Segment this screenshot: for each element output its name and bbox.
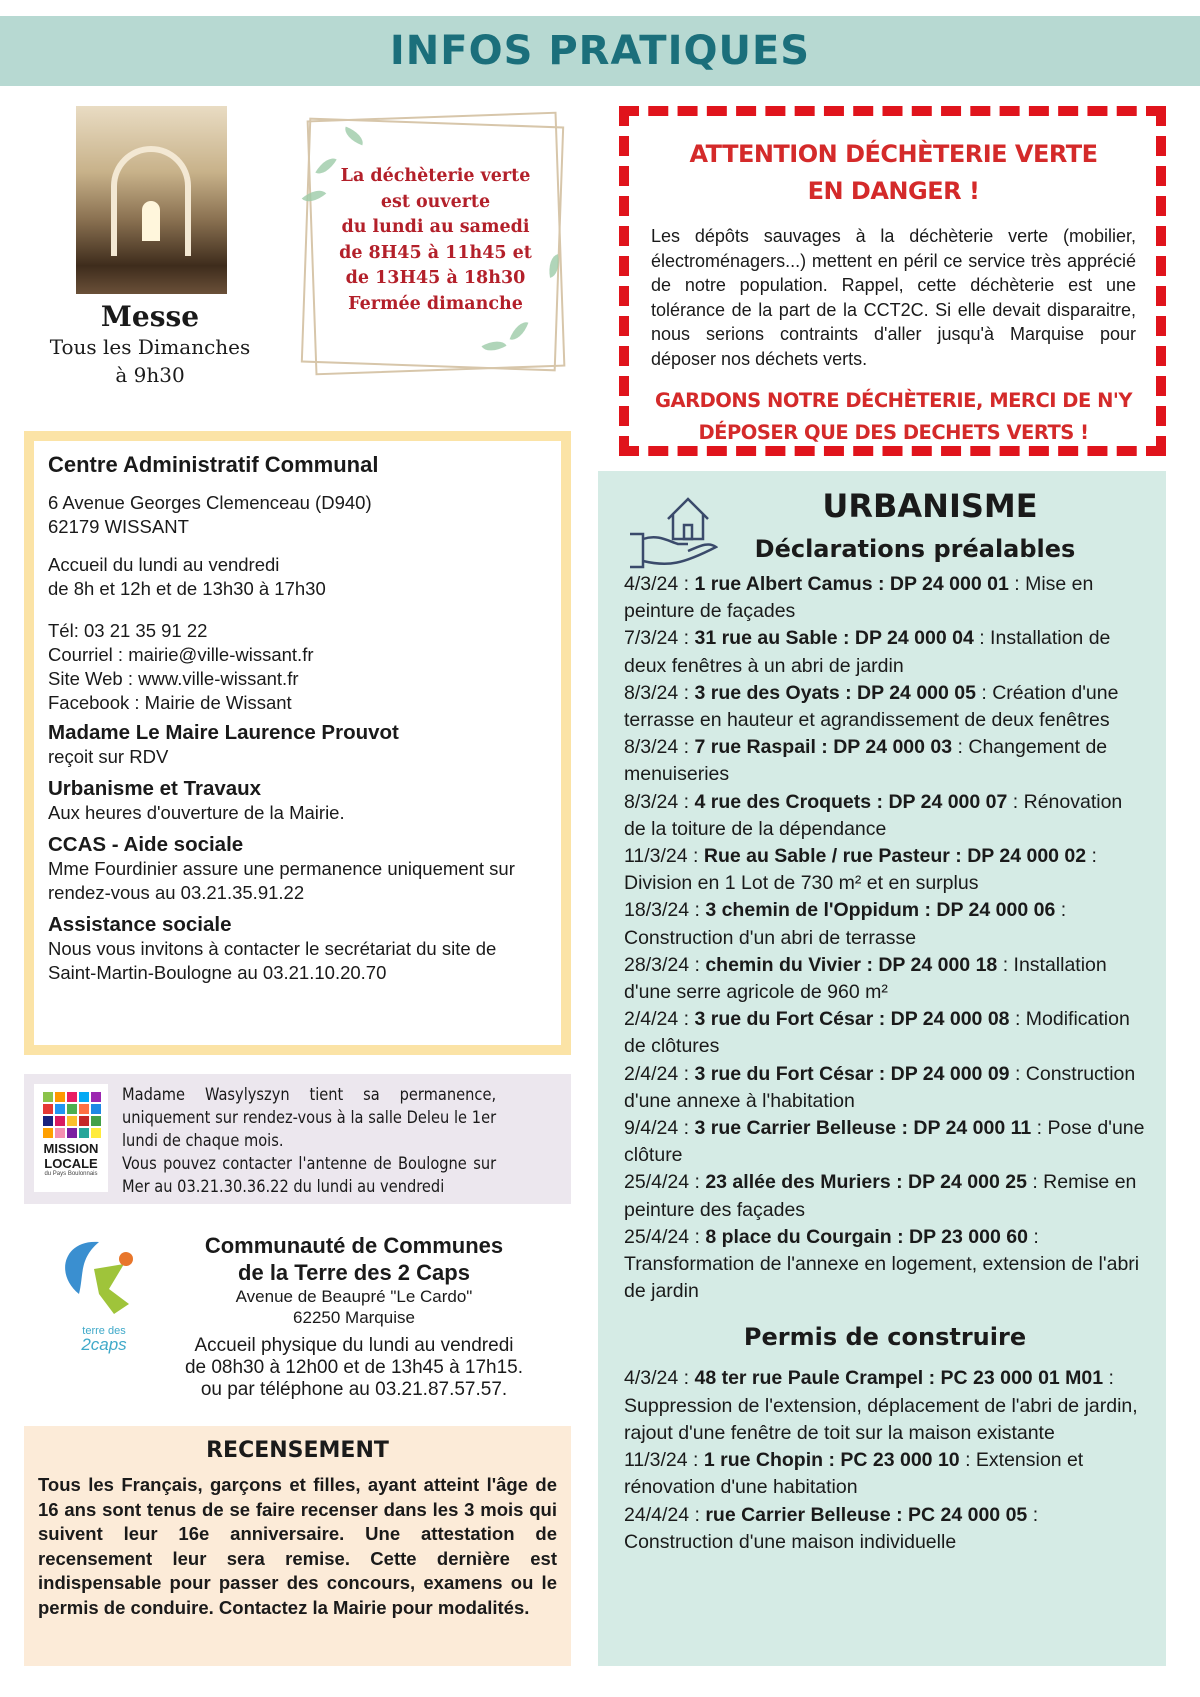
permit-entry	[624, 680, 1146, 734]
attention-box	[619, 106, 1166, 456]
permit-reference: 4 rue des Croquets : DP 24 000 07	[694, 790, 1008, 813]
logo-text: 2caps	[81, 1335, 127, 1354]
permit-date: 8/3/24 :	[624, 790, 690, 813]
admin-hours-2: de 8h et 12h et de 13h30 à 17h30	[48, 578, 326, 599]
permit-date: 7/3/24 :	[624, 627, 690, 650]
permit-reference: 3 rue des Oyats : DP 24 000 05	[694, 681, 976, 704]
recensement-text: Tous les Français, garçons et filles, ayant atteint l'âge de 16 ans sont tenus de se faire recenser dans les 3 mois qui suivent leur 16e anniversaire. Une attestation de recensement leur sera remise. Cette dernière est indispensable pour passer des concours, examens ou le permis de conduire. Contactez la Mairie pour modalités.	[38, 1474, 557, 1618]
permit-description: : Extension et rénovation d'une habitation	[624, 1449, 1084, 1499]
permit-entry	[624, 1061, 1146, 1115]
permit-description: : Suppression de l'extension, déplacement de l'abri de jardin, rajout d'une fenêtre de toit sur la maison existante	[624, 1367, 1138, 1444]
permit-entry	[624, 789, 1146, 843]
permit-reference: 48 ter rue Paule Crampel : PC 23 000 01 M01	[694, 1367, 1104, 1390]
section-text: Aux heures d'ouverture de la Mairie.	[48, 802, 345, 823]
section-title: CCAS - Aide sociale	[48, 833, 244, 856]
permit-entry	[624, 1169, 1146, 1223]
section-title: Assistance sociale	[48, 913, 232, 936]
cc-phone: ou par téléphone au 03.21.87.57.57.	[200, 1379, 508, 1400]
permit-entry	[624, 1224, 1146, 1306]
permit-entry	[624, 1447, 1146, 1501]
cc-name: Communauté de Communes	[204, 1233, 504, 1258]
section-title: Urbanisme et Travaux	[48, 777, 262, 800]
permit-reference: 1 rue Albert Camus : DP 24 000 01	[694, 573, 1009, 595]
cc-address: Avenue de Beaupré "Le Cardo"	[235, 1287, 473, 1306]
permit-reference: 3 rue du Fort César : DP 24 000 09	[694, 1062, 1010, 1085]
decheterie-hours-frame	[303, 110, 568, 378]
section-title: Madame Le Maire Laurence Prouvot	[48, 721, 399, 744]
permit-entry	[624, 1115, 1146, 1169]
permit-date: 8/3/24 :	[624, 736, 690, 759]
communaute-communes-info	[24, 1222, 571, 1412]
permit-date: 2/4/24 :	[624, 1062, 690, 1085]
admin-city: 62179 WISSANT	[48, 516, 189, 537]
permit-description: : Changement de menuiseries	[624, 736, 1108, 786]
permit-date: 25/4/24 :	[624, 1171, 700, 1194]
permit-reference: 31 rue au Sable : DP 24 000 04	[694, 627, 974, 650]
mission-contact: Vous pouvez contacter l'antenne de Boulogne sur Mer au 03.21.30.36.22 du lundi au vendredi	[122, 1154, 497, 1197]
urbanisme-title: URBANISME	[822, 487, 1038, 525]
section-text: Mme Fourdinier assure une permanence uniquement sur rendez-vous au 03.21.35.91.22	[48, 858, 515, 903]
decheterie-line: de 8H45 à 11h45 et	[339, 242, 532, 263]
messe-time: à 9h30	[115, 363, 185, 387]
permit-entry	[624, 625, 1146, 679]
permit-description: : Construction d'une maison individuelle	[624, 1503, 1039, 1553]
permit-reference: chemin du Vivier : DP 24 000 18	[705, 953, 998, 976]
permit-date: 11/3/24 :	[624, 1449, 699, 1472]
mission-locale-logo	[34, 1084, 108, 1192]
urbanisme-box	[598, 471, 1166, 1666]
permit-description: : Modification de clôtures	[624, 1008, 1130, 1058]
permit-reference: 3 chemin de l'Oppidum : DP 24 000 06	[705, 899, 1056, 922]
permit-description: : Division en 1 Lot de 730 m² et en surplus	[624, 845, 1097, 895]
pc-list	[624, 1365, 1146, 1555]
permit-description: : Création d'une terrasse en hauteur et agrandissement de deux fenêtres	[624, 681, 1119, 732]
admin-facebook[interactable]: Facebook : Mairie de Wissant	[48, 692, 292, 713]
permit-description: : Mise en peinture de façades	[624, 573, 1094, 623]
cc-city: 62250 Marquise	[293, 1308, 415, 1327]
logo-subtext: du Pays Boulonnais	[44, 1171, 98, 1177]
attention-title-2: EN DANGER !	[807, 177, 980, 205]
decheterie-line: Fermée dimanche	[348, 293, 523, 314]
permit-date: 28/3/24 :	[624, 953, 700, 976]
attention-footer	[651, 385, 1136, 449]
decheterie-line: est ouverte	[380, 191, 491, 212]
permit-entry	[624, 952, 1146, 1006]
logo-text: MISSION	[43, 1141, 99, 1156]
permit-reference: 3 rue Carrier Belleuse : DP 24 000 11	[694, 1117, 1032, 1140]
section-text: Nous vous invitons à contacter le secrétariat du site de Saint-Martin-Boulogne au 03.21.10.20.70	[48, 938, 497, 983]
mission-text: Madame Wasylyszyn tient sa permanence, uniquement sur rendez-vous à la salle Deleu le 1er lundi de chaque mois.	[122, 1085, 497, 1151]
attention-footer-2: DÉPOSER QUE DES DECHETS VERTS !	[698, 421, 1089, 444]
permit-description: : Pose d'une clôture	[624, 1117, 1145, 1167]
header-banner	[0, 16, 1200, 86]
dp-title: Déclarations préalables	[754, 535, 1076, 563]
permit-entry	[624, 1006, 1146, 1060]
permit-reference: 7 rue Raspail : DP 24 000 03	[694, 736, 953, 759]
permit-entry	[624, 1502, 1146, 1556]
admin-phone: Tél: 03 21 35 91 22	[48, 620, 208, 641]
permit-entry	[624, 897, 1146, 951]
permit-entry	[624, 571, 1146, 625]
logo-text: terre des	[82, 1325, 126, 1337]
permit-date: 4/3/24 :	[624, 1367, 690, 1390]
permit-date: 9/4/24 :	[624, 1117, 690, 1140]
permit-date: 4/3/24 :	[624, 573, 690, 595]
permit-reference: Rue au Sable / rue Pasteur : DP 24 000 02	[703, 845, 1087, 868]
permit-entry	[624, 734, 1146, 788]
decheterie-line: de 13H45 à 18h30	[345, 268, 526, 288]
recensement-box	[24, 1426, 571, 1666]
permit-description: : Installation de deux fenêtres à un abri de jardin	[624, 627, 1111, 677]
permit-description: : Remise en peinture des façades	[624, 1171, 1137, 1221]
admin-address: 6 Avenue Georges Clemenceau (D940)	[48, 492, 372, 513]
permit-date: 18/3/24 :	[624, 899, 700, 922]
permit-entry	[624, 843, 1146, 897]
recensement-title: RECENSEMENT	[206, 1438, 389, 1463]
cc-hours: Accueil physique du lundi au vendredi	[194, 1335, 514, 1356]
church-photo	[76, 106, 227, 294]
permit-description: : Construction d'une annexe à l'habitation	[624, 1062, 1136, 1112]
permit-reference: 3 rue du Fort César : DP 24 000 08	[694, 1008, 1010, 1031]
attention-body: Les dépôts sauvages à la déchèterie verte (mobilier, électroménagers...) mettent en péril ce service très apprécié de notre population. Rappel, cette déchèterie est une tolérance de la part de la CCT2C. Si elle devait disparaitre, nous serions contraints d'aller jusqu'à Marquise pour déposer nos déchets verts.	[651, 226, 1136, 369]
permit-description: : Rénovation de la toiture de la dépendance	[624, 790, 1123, 840]
admin-hours: Accueil du lundi au vendredi	[48, 554, 280, 575]
permit-date: 25/4/24 :	[624, 1225, 700, 1248]
permit-date: 24/4/24 :	[624, 1503, 700, 1526]
permit-description: : Installation d'une serre agricole de 960 m²	[624, 953, 1107, 1004]
mission-locale-box	[24, 1074, 571, 1204]
messe-title: Messe	[100, 300, 200, 333]
attention-title: ATTENTION DÉCHÈTERIE VERTE	[689, 140, 1098, 168]
messe-info	[30, 300, 270, 389]
admin-center-box	[24, 431, 571, 1055]
cc-name-2: de la Terre des 2 Caps	[238, 1260, 470, 1285]
page-title: INFOS PRATIQUES	[389, 28, 811, 74]
house-in-hand-icon	[628, 489, 718, 569]
attention-footer-1: GARDONS NOTRE DÉCHÈTERIE, MERCI DE N'Y	[654, 389, 1133, 412]
permit-description: : Transformation de l'annexe en logement, extension de l'abri de jardin	[624, 1225, 1140, 1303]
logo-text: LOCALE	[44, 1156, 98, 1171]
permit-reference: 23 allée des Muriers : DP 24 000 25	[705, 1171, 1027, 1194]
section-text: reçoit sur RDV	[48, 746, 169, 767]
admin-website[interactable]: Site Web : www.ville-wissant.fr	[48, 668, 299, 689]
permit-reference: rue Carrier Belleuse : PC 24 000 05	[705, 1503, 1028, 1526]
permit-entry	[624, 1365, 1146, 1447]
permit-reference: 1 rue Chopin : PC 23 000 10	[703, 1449, 960, 1472]
admin-title: Centre Administratif Communal	[48, 452, 379, 477]
pc-title: Permis de construire	[743, 1323, 1027, 1352]
decheterie-line: du lundi au samedi	[341, 217, 530, 237]
cc-hours-2: de 08h30 à 12h00 et de 13h45 à 17h15.	[184, 1357, 524, 1378]
terre-des-2-caps-logo	[54, 1234, 154, 1354]
decheterie-line: La déchèterie verte	[340, 166, 531, 186]
permit-description: : Construction d'un abri de terrasse	[624, 899, 1067, 949]
permit-reference: 8 place du Courgain : DP 23 000 60	[705, 1225, 1028, 1248]
permit-date: 11/3/24 :	[624, 845, 699, 868]
permit-date: 8/3/24 :	[624, 681, 690, 704]
admin-email[interactable]: Courriel : mairie@ville-wissant.fr	[48, 644, 314, 665]
permit-date: 2/4/24 :	[624, 1008, 690, 1031]
messe-day: Tous les Dimanches	[49, 335, 251, 359]
dp-list	[624, 571, 1146, 1305]
